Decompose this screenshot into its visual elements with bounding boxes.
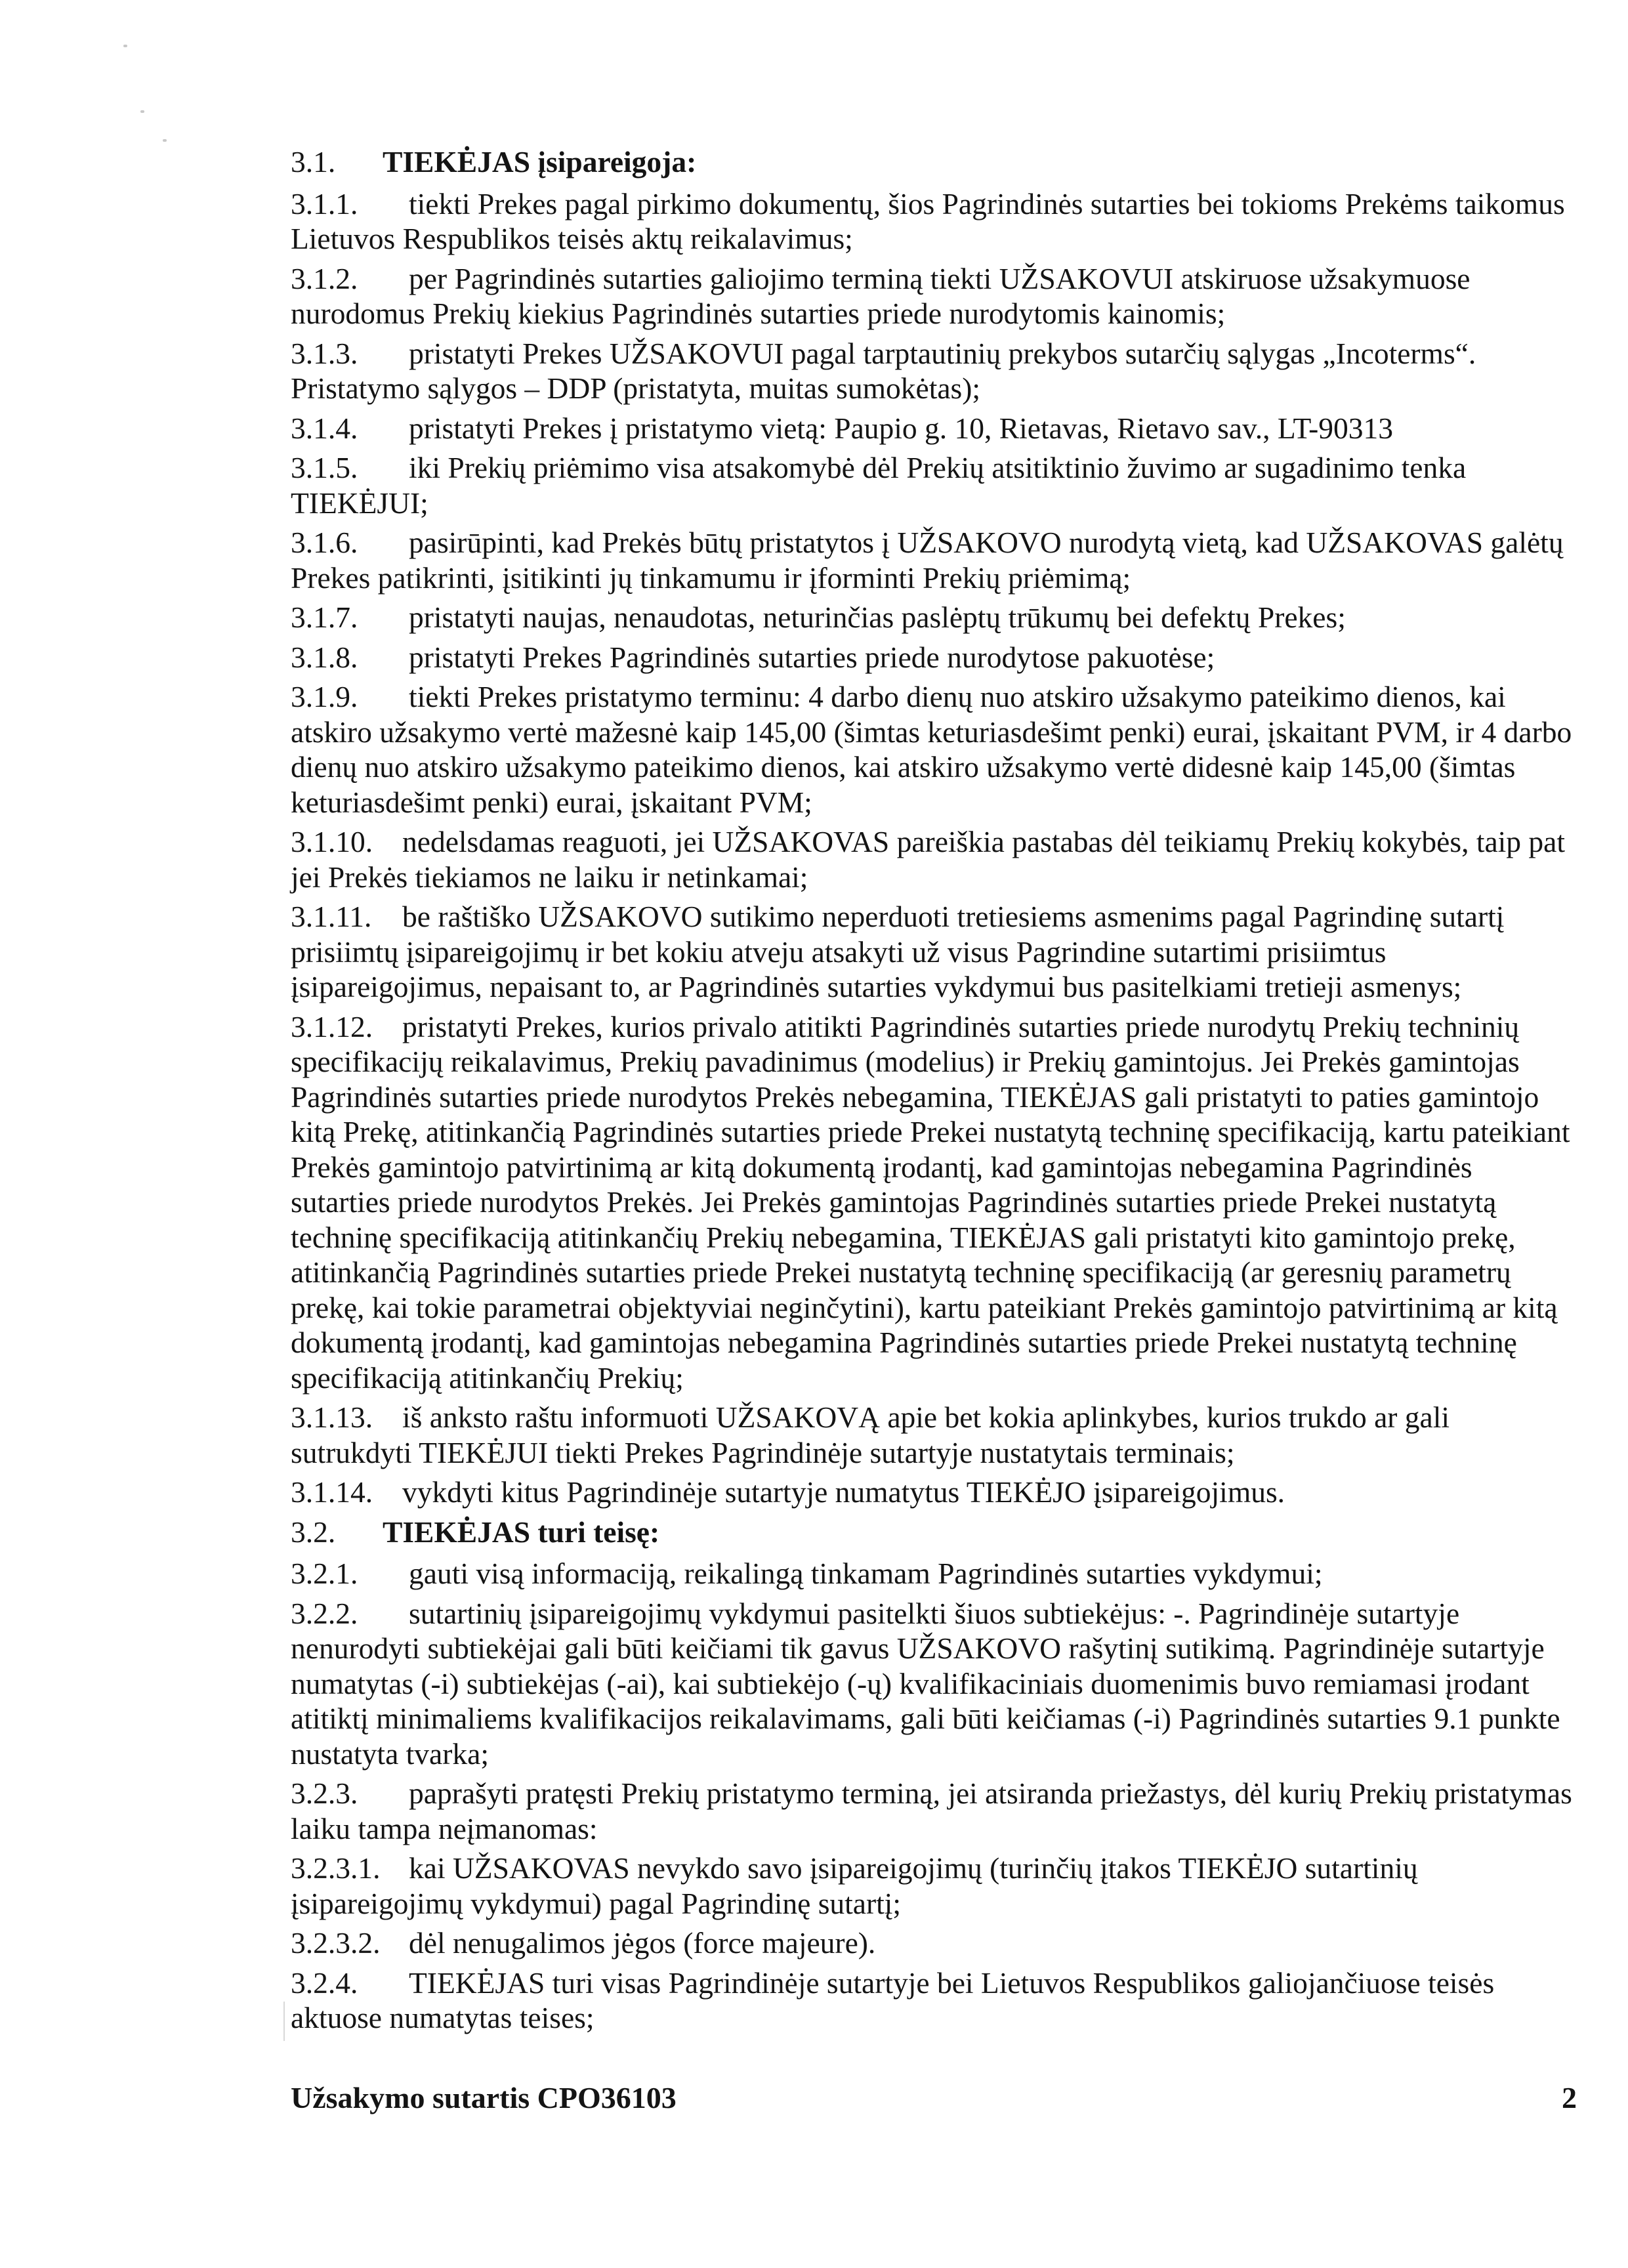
clause-text: gauti visą informaciją, reikalingą tinkamam Pagrindinės sutarties vykdymui; — [409, 1557, 1323, 1590]
clause-text: tiekti Prekes pagal pirkimo dokumentų, šios Pagrindinės sutarties bei tokioms Prekėms taikomus Lietuvos Respublikos teisės aktų reikalavimus; — [291, 186, 1565, 255]
clause-number: 3.1.7. — [291, 600, 358, 634]
clause-number: 3.1.8. — [291, 640, 358, 674]
heading-text: TIEKĖJAS įsipareigoja: — [383, 145, 697, 178]
clause-text: per Pagrindinės sutarties galiojimo terminą tiekti UŽSAKOVUI atskiruose užsakymuose nurodomus Prekių kiekius Pagrindinės sutarties priede nurodytomis kainomis; — [291, 261, 1471, 330]
clause-number: 3.1. — [291, 145, 336, 178]
clause-number: 3.1.3. — [291, 336, 358, 370]
clause-item — [291, 824, 1577, 894]
clause-number: 3.1.5. — [291, 451, 358, 484]
clause-text: sutartinių įsipareigojimų vykdymui pasitelkti šiuos subtiekėjus: -. Pagrindinėje sutartyje nenurodyti subtiekėjai gali būti keičiami tik gavus UŽSAKOVO rašytinį sutikimą. Pagrindinėje sutartyje numatytas (-i) subtiekėjas (-ai), kai subtiekėjo (-ų) kvalifikaciniais duomenimis buvo remiamasi įrodant atitiktį minimaliems kvalifikacijos reikalavimams, gali būti keičiamas (-i) Pagrindinės sutarties 9.1 punkte nustatyta tvarka; — [291, 1596, 1560, 1771]
clause-number: 3.2.3.2. — [291, 1926, 381, 1960]
clause-number: 3.1.1. — [291, 186, 358, 220]
clause-number: 3.2.3.1. — [291, 1851, 381, 1885]
clause-item — [291, 1925, 1577, 1961]
page-footer — [291, 2080, 1577, 2115]
clause-number: 3.1.11. — [291, 900, 372, 933]
clause-text: pasirūpinti, kad Prekės būtų pristatytos į UŽSAKOVO nurodytą vietą, kad UŽSAKOVAS galėtų Prekes patikrinti, įsitikinti jų tinkamumu ir įforminti Prekių priėmimą; — [291, 526, 1564, 595]
section-heading — [291, 1515, 1577, 1550]
clause-number: 3.1.14. — [291, 1475, 373, 1509]
clause-text: dėl nenugalimos jėgos (force majeure). — [409, 1926, 876, 1960]
clause-number: 3.1.6. — [291, 526, 358, 559]
clause-number: 3.2.4. — [291, 1965, 358, 2000]
clause-text: pristatyti naujas, nenaudotas, neturinčias paslėptų trūkumų bei defektų Prekes; — [409, 600, 1346, 634]
clause-item — [291, 1400, 1577, 1470]
scan-speck — [163, 139, 167, 142]
clause-item — [291, 1596, 1577, 1772]
contract-body — [291, 144, 1577, 2040]
scan-speck — [140, 110, 144, 113]
clause-text: TIEKĖJAS turi visas Pagrindinėje sutartyje bei Lietuvos Respublikos galiojančiuose teisės aktuose numatytas teises; — [291, 1965, 1495, 2034]
clause-item — [291, 600, 1577, 635]
clause-text: be raštiško UŽSAKOVO sutikimo neperduoti tretiesiems asmenims pagal Pagrindinę sutartį prisiimtų įsipareigojimų ir bet kokiu atveju atsakyti už visus Pagrindine sutartimi prisiimtus įsipareigojimus, nepaisant to, ar Pagrindinės sutarties vykdymui bus pasitelkiami tretieji asmenys; — [291, 900, 1505, 1003]
clause-number: 3.1.12. — [291, 1009, 373, 1043]
page-number: 2 — [1562, 2081, 1577, 2114]
clause-item — [291, 640, 1577, 675]
clause-item — [291, 1776, 1577, 1846]
clause-number: 3.1.9. — [291, 680, 358, 713]
clause-item — [291, 1475, 1577, 1510]
clause-number: 3.1.4. — [291, 411, 358, 445]
clause-text: iki Prekių priėmimo visa atsakomybė dėl Prekių atsitiktinio žuvimo ar sugadinimo tenka TIEKĖJUI; — [291, 451, 1467, 520]
clause-item — [291, 525, 1577, 595]
clause-item — [291, 261, 1577, 331]
clause-text: pristatyti Prekes UŽSAKOVUI pagal tarptautinių prekybos sutarčių sąlygas „Incoterms“. Pristatymo sąlygos – DDP (pristatyta, muitas sumokėtas); — [291, 336, 1476, 405]
section-heading — [291, 144, 1577, 180]
clause-number: 3.2.3. — [291, 1776, 358, 1810]
clause-number: 3.1.2. — [291, 261, 358, 295]
heading-text: TIEKĖJAS turi teisę: — [383, 1515, 660, 1549]
scan-speck — [123, 45, 127, 47]
clause-text: tiekti Prekes pristatymo terminu: 4 darbo dienų nuo atskiro užsakymo pateikimo dienos, kai atskiro užsakymo vertė mažesnė kaip 145,00 (šimtas keturiasdešimt penki) eurai, įskaitant PVM, ir 4 darbo dienų nuo atskiro užsakymo pateikimo dienos, kai atskiro užsakymo vertė didesnė kaip 145,00 (šimtas keturiasdešimt penki) eurai, įskaitant PVM; — [291, 680, 1572, 819]
clause-number: 3.1.13. — [291, 1400, 373, 1434]
clause-number: 3.1.10. — [291, 825, 373, 858]
margin-rule — [283, 2002, 285, 2041]
clause-number: 3.2. — [291, 1515, 336, 1549]
clause-text: pristatyti Prekes į pristatymo vietą: Paupio g. 10, Rietavas, Rietavo sav., LT-90313 — [409, 411, 1394, 445]
clause-item — [291, 186, 1577, 257]
clause-text: paprašyti pratęsti Prekių pristatymo terminą, jei atsiranda priežastys, dėl kurių Prekių pristatymas laiku tampa neįmanomas: — [291, 1776, 1572, 1845]
clause-item — [291, 411, 1577, 446]
clause-item — [291, 899, 1577, 1005]
clause-number: 3.2.1. — [291, 1557, 358, 1590]
clause-item — [291, 336, 1577, 406]
clause-text: iš anksto raštu informuoti UŽSAKOVĄ apie bet kokia aplinkybes, kurios trukdo ar gali sutrukdyti TIEKĖJUI tiekti Prekes Pagrindinėje sutartyje nustatytais terminais; — [291, 1400, 1450, 1469]
clause-text: nedelsdamas reaguoti, jei UŽSAKOVAS pareiškia pastabas dėl teikiamų Prekių kokybės, taip pat jei Prekės tiekiamos ne laiku ir netinkamai; — [291, 825, 1566, 894]
clause-item — [291, 1556, 1577, 1591]
clause-item — [291, 1965, 1577, 2036]
clause-number: 3.2.2. — [291, 1596, 358, 1630]
clause-item — [291, 1851, 1577, 1921]
clause-text: pristatyti Prekes, kurios privalo atitikti Pagrindinės sutarties priede nurodytų Prekių techninių specifikacijų reikalavimus, Prekių pavadinimus (modelius) ir Prekių gamintojus. Jei Prekės gamintojas Pagrindinės sutarties priede nurodytos Prekės nebegamina, TIEKĖJAS gali pristatyti to paties gamintojo kitą Prekę, atitinkančią Pagrindinės sutarties priede Prekei nustatytą techninę specifikaciją, kartu pateikiant Prekės gamintojo patvirtinimą ar kitą dokumentą įrodantį, kad gamintojas nebegamina Pagrindinės sutarties priede nurodytos Prekės. Jei Prekės gamintojas Pagrindinės sutarties priede Prekei nustatytą techninę specifikaciją atitinkančių Prekių nebegamina, TIEKĖJAS gali pristatyti kito gamintojo prekę, atitinkančią Pagrindinės sutarties priede Prekei nustatytą techninę specifikaciją (ar geresnių parametrų prekę, kai tokie parametrai objektyviai neginčytini), kartu pateikiant Prekės gamintojo patvirtinimą ar kitą dokumentą įrodantį, kad gamintojas nebegamina Pagrindinės sutarties priede Prekei nustatytą techninę specifikaciją atitinkančių Prekių; — [291, 1009, 1570, 1395]
clause-item — [291, 1009, 1577, 1396]
clause-text: pristatyti Prekes Pagrindinės sutarties priede nurodytose pakuotėse; — [409, 640, 1215, 674]
clause-text: vykdyti kitus Pagrindinėje sutartyje numatytus TIEKĖJO įsipareigojimus. — [402, 1475, 1285, 1509]
footer-title: Užsakymo sutartis CPO36103 — [291, 2081, 677, 2114]
clause-item — [291, 679, 1577, 820]
clause-text: kai UŽSAKOVAS nevykdo savo įsipareigojimų (turinčių įtakos TIEKĖJO sutartinių įsipareigojimų vykdymui) pagal Pagrindinę sutartį; — [291, 1851, 1418, 1920]
clause-item — [291, 450, 1577, 520]
